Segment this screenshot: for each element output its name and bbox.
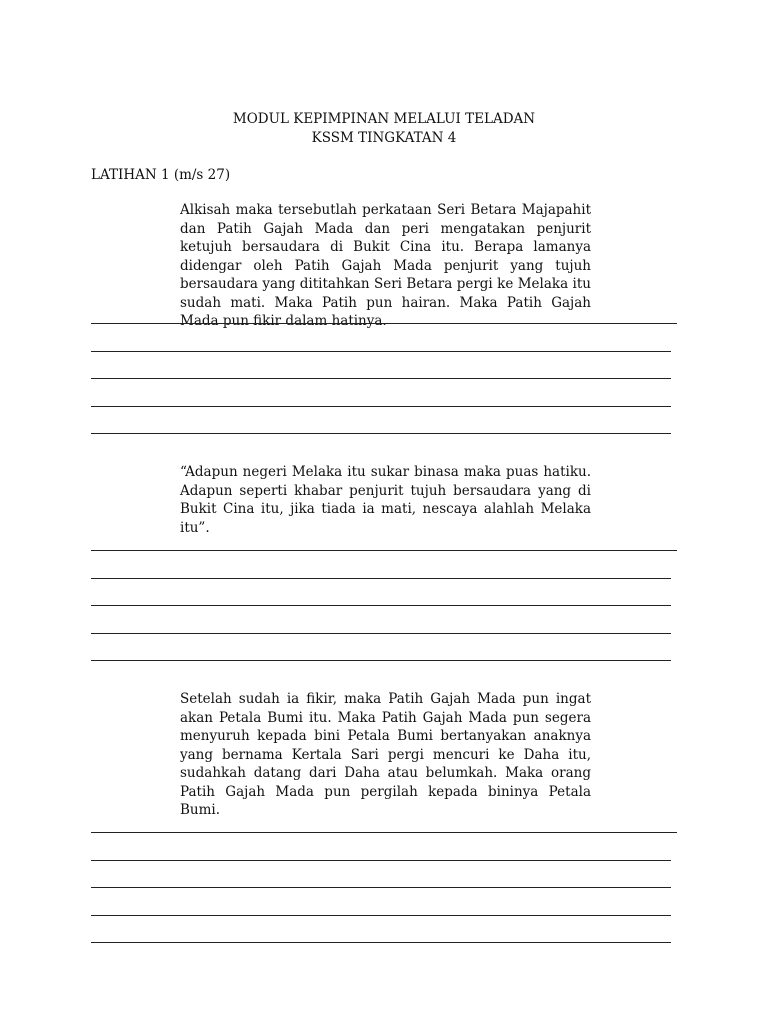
answer-line[interactable] xyxy=(91,323,677,324)
passage-1: Alkisah maka tersebutlah perkataan Seri Betara Majapahit dan Patih Gajah Mada dan peri mengatakan penjurit ketujuh bersaudara di Bukit Cina itu. Berapa lamanya didengar oleh Patih Gajah Mada penjurit yang tujuh bersaudara yang dititahkan Seri Betara pergi ke Melaka itu sudah mati. Maka Patih pun hairan. Maka Patih Gajah Mada pun fikir dalam hatinya. xyxy=(180,202,591,329)
answer-line[interactable] xyxy=(91,378,671,379)
answer-line[interactable] xyxy=(91,433,671,434)
answer-line[interactable] xyxy=(91,605,671,606)
passage-2: “Adapun negeri Melaka itu sukar binasa maka puas hatiku. Adapun seperti khabar penjurit tujuh bersaudara yang di Bukit Cina itu, jika tiada ia mati, nescaya alahlah Melaka itu”. xyxy=(180,464,591,536)
answer-line[interactable] xyxy=(91,550,677,551)
passage-3: Setelah sudah ia fikir, maka Patih Gajah Mada pun ingat akan Petala Bumi itu. Maka Patih Gajah Mada pun segera menyuruh kepada bini Petala Bumi bertanyakan anaknya yang bernama Kertala Sari pergi mencuri ke Daha itu, sudahkah datang dari Daha atau belumkah. Maka orang Patih Gajah Mada pun pergilah kepada bininya Petala Bumi. xyxy=(180,691,591,818)
answer-line[interactable] xyxy=(91,660,671,661)
answer-line[interactable] xyxy=(91,351,671,352)
answer-line[interactable] xyxy=(91,915,671,916)
document-header xyxy=(0,110,768,148)
form-level-subtitle: KSSM TINGKATAN 4 xyxy=(311,130,457,146)
answer-line[interactable] xyxy=(91,887,671,888)
answer-line[interactable] xyxy=(91,942,671,943)
answer-line[interactable] xyxy=(91,832,677,833)
answer-line[interactable] xyxy=(91,633,671,634)
module-title: MODUL KEPIMPINAN MELALUI TELADAN xyxy=(232,111,536,127)
answer-line[interactable] xyxy=(91,860,671,861)
exercise-label: LATIHAN 1 (m/s 27) xyxy=(91,167,231,183)
answer-line[interactable] xyxy=(91,578,671,579)
answer-line[interactable] xyxy=(91,406,671,407)
